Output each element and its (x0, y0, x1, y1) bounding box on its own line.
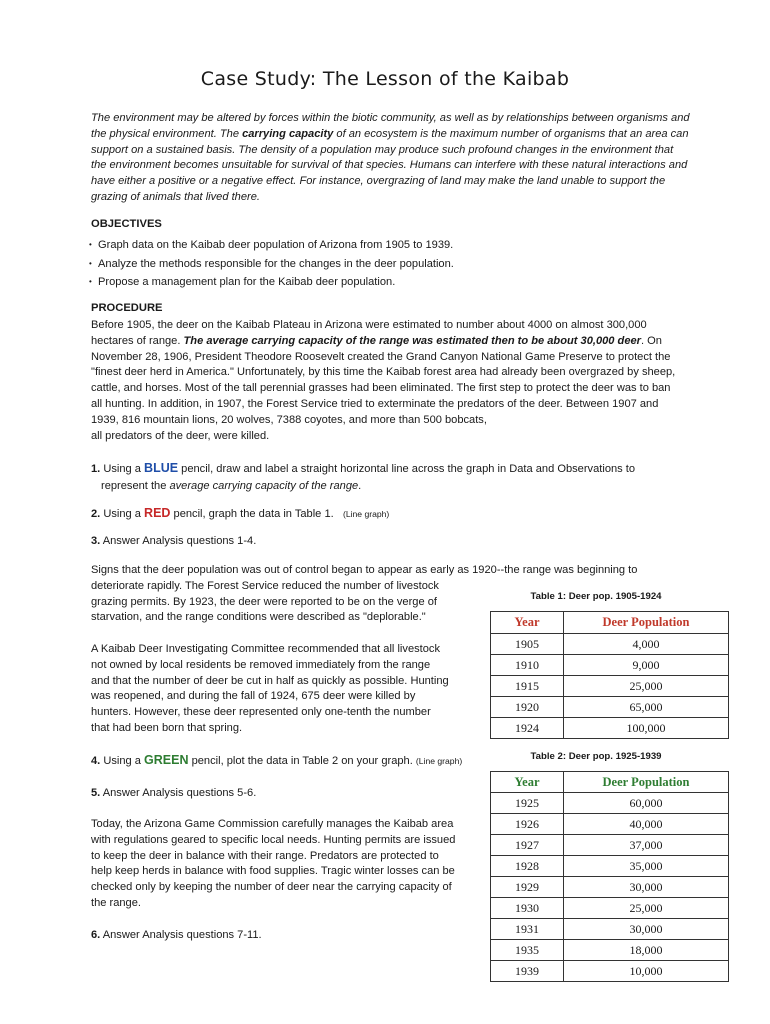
procedure-heading: PROCEDURE (91, 302, 163, 314)
step-3 (91, 533, 671, 550)
paragraph-line: and that the number of deer be cut in half as quickly as possible. Hunting (91, 674, 449, 687)
intro-bold-term: carrying capacity (242, 127, 334, 140)
step-text: Using a (100, 508, 145, 520)
objective-item: • Analyze the methods responsible for the changes in the deer population. (89, 257, 454, 270)
procedure-text-1: Before 1905, the deer on the Kaibab Plateau in Arizona were estimated to number about 4000 on almost 300,000 hectares of range. (91, 319, 647, 347)
paragraph-line: grazing permits. By 1923, the deer were reported to be on the verge of (91, 595, 437, 608)
table-cell-population: 10,000 (564, 961, 729, 982)
step-text: Answer Analysis questions 7-11. (100, 929, 262, 941)
table-cell-year: 1925 (491, 793, 564, 814)
table-cell-year: 1926 (491, 814, 564, 835)
step-number: 6. (91, 929, 101, 941)
table-cell-year: 1928 (491, 856, 564, 877)
table-cell-population: 18,000 (564, 940, 729, 961)
paragraph-line: with regulations geared to specific local needs. Hunting permits are issued (91, 833, 456, 846)
table-row (491, 877, 729, 898)
table-cell-population: 4,000 (564, 634, 729, 655)
table-row (491, 655, 729, 676)
table-cell-population: 40,000 (564, 814, 729, 835)
step-text: Using a (100, 755, 145, 767)
paragraph-line: to keep the deer in balance with their range. Predators are protected to (91, 849, 439, 862)
step-2 (91, 505, 671, 523)
table-row (491, 814, 729, 835)
table-cell-population: 65,000 (564, 697, 729, 718)
table2 (490, 771, 729, 982)
objective-text: Analyze the methods responsible for the changes in the deer population. (98, 257, 454, 270)
table-row (491, 835, 729, 856)
step-text: pencil, draw and label a straight horizontal line across the graph in Data and Observations to (178, 463, 636, 475)
objective-item: • Graph data on the Kaibab deer population of Arizona from 1905 to 1939. (89, 239, 454, 251)
table-cell-year: 1930 (491, 898, 564, 919)
objective-text: Graph data on the Kaibab deer population of Arizona from 1905 to 1939. (98, 239, 454, 251)
paragraph-line: that had been born that spring. (91, 721, 243, 734)
table-row (491, 919, 729, 940)
table-row (491, 940, 729, 961)
table-header-population: Deer Population (564, 612, 729, 634)
table-header-row (491, 772, 729, 793)
table-row (491, 697, 729, 718)
table-row (491, 961, 729, 982)
table-cell-population: 37,000 (564, 835, 729, 856)
table-cell-population: 30,000 (564, 877, 729, 898)
step-text: Answer Analysis questions 5-6. (100, 787, 257, 799)
intro-text-1: The environment may be altered by forces within the biotic community, as well as by relationships between organisms and the physical environment. The (91, 112, 690, 140)
paragraph-line: hunters. However, these deer represented only one-tenth the number (91, 706, 431, 719)
objectives-list (89, 236, 689, 292)
step-text: Using a (100, 463, 145, 475)
procedure-paragraph (91, 318, 681, 444)
color-word-blue: BLUE (144, 461, 179, 475)
table-cell-population: 60,000 (564, 793, 729, 814)
step-number: 3. (91, 535, 101, 547)
procedure-text-2: . On November 28, 1906, President Theodore Roosevelt created the Grand Canyon National Game Preserve to protect the "finest deer herd in America." Unfortunately, by this time the Kaibab forest area had already been overgrazed by sheep, cattle, and horses. Most of the tall perennial grasses had been eliminated. The first step to protect the deer was to ban all hunting. In addition, in 1907, the Forest Service tried to exterminate the predators of the deer. Between 1907 and 1939, 816 mountain lions, 20 wolves, 7388 coyotes, and more than 500 bobcats, (91, 334, 676, 426)
paragraph-line: checked only by keeping the number of deer near the carrying capacity of (91, 881, 452, 894)
procedure-text-3: all predators of the deer, were killed. (91, 429, 270, 442)
committee-paragraph (91, 642, 491, 737)
paragraph-line: deteriorate rapidly. The Forest Service reduced the number of livestock (91, 579, 439, 592)
step-number: 2. (91, 508, 101, 520)
table1 (490, 611, 729, 739)
step-italic-text: average carrying capacity of the range (169, 480, 359, 492)
table-row (491, 856, 729, 877)
table-header-year: Year (491, 612, 564, 634)
table-cell-year: 1910 (491, 655, 564, 676)
step-text: . (358, 480, 362, 492)
step-note: (Line graph) (415, 756, 463, 766)
table-cell-year: 1939 (491, 961, 564, 982)
table-row (491, 634, 729, 655)
table-cell-year: 1905 (491, 634, 564, 655)
table-row (491, 676, 729, 697)
table-cell-year: 1927 (491, 835, 564, 856)
table2-caption: Table 2: Deer pop. 1925-1939 (530, 751, 662, 762)
step-1 (91, 460, 671, 495)
table-cell-population: 9,000 (564, 655, 729, 676)
table-header-row (491, 612, 729, 634)
table-header-year: Year (491, 772, 564, 793)
intro-paragraph (91, 111, 691, 206)
objective-text: Propose a management plan for the Kaibab deer population. (98, 276, 396, 288)
paragraph-line: not owned by local residents be removed immediately from the range (91, 658, 431, 671)
paragraph-line: Signs that the deer population was out of control began to appear as early as 1920--the range was beginning to (91, 564, 638, 576)
objective-item: • Propose a management plan for the Kaibab deer population. (89, 276, 396, 288)
table1-caption: Table 1: Deer pop. 1905-1924 (530, 591, 662, 602)
step-number: 4. (91, 755, 101, 767)
objectives-heading: OBJECTIVES (91, 218, 162, 230)
page-title: Case Study: The Lesson of the Kaibab (200, 68, 570, 90)
table-row (491, 898, 729, 919)
paragraph-line: the range. (91, 896, 141, 909)
table-cell-year: 1915 (491, 676, 564, 697)
step-number: 1. (91, 463, 101, 475)
table-row (491, 718, 729, 739)
paragraph-line: was reopened, and during the fall of 1924, 675 deer were killed by (91, 690, 416, 703)
table-cell-population: 25,000 (564, 676, 729, 697)
step-text: pencil, plot the data in Table 2 on your graph. (188, 755, 413, 767)
table-cell-population: 25,000 (564, 898, 729, 919)
table-cell-year: 1931 (491, 919, 564, 940)
table-cell-year: 1924 (491, 718, 564, 739)
table-cell-year: 1920 (491, 697, 564, 718)
color-word-green: GREEN (144, 753, 189, 767)
step-text: pencil, graph the data in Table 1. (170, 508, 334, 520)
intro-text-2: of an ecosystem is the maximum number of organisms that an area can support on a sustained basis. The density of a population may produce such profound changes in the environment that the environment becomes unsuitable for survival of that species. Humans can interfere with these natural interactions and have either a positive or a negative effect. For instance, overgrazing of land may make the land unable to support the grazing of animals that lived there. (91, 127, 689, 203)
today-paragraph (91, 817, 491, 912)
step-text: represent the (101, 480, 170, 492)
table-header-population: Deer Population (564, 772, 729, 793)
paragraph-line: help keep herds in balance with food supplies. Tragic winter losses can be (91, 865, 455, 878)
paragraph-line: A Kaibab Deer Investigating Committee recommended that all livestock (91, 643, 441, 655)
paragraph-line: starvation, and the range conditions were described as "deplorable." (91, 611, 426, 624)
step-note: (Line graph) (342, 509, 390, 519)
step-number: 5. (91, 787, 101, 799)
color-word-red: RED (144, 506, 171, 520)
table-row (491, 793, 729, 814)
table-cell-population: 30,000 (564, 919, 729, 940)
paragraph-line: Today, the Arizona Game Commission carefully manages the Kaibab area (91, 818, 454, 830)
table-cell-year: 1929 (491, 877, 564, 898)
table-cell-population: 100,000 (564, 718, 729, 739)
step-text: Answer Analysis questions 1-4. (100, 535, 257, 547)
table-cell-population: 35,000 (564, 856, 729, 877)
table-cell-year: 1935 (491, 940, 564, 961)
procedure-bold-statement: The average carrying capacity of the range was estimated then to be about 30,000 deer (183, 334, 641, 347)
